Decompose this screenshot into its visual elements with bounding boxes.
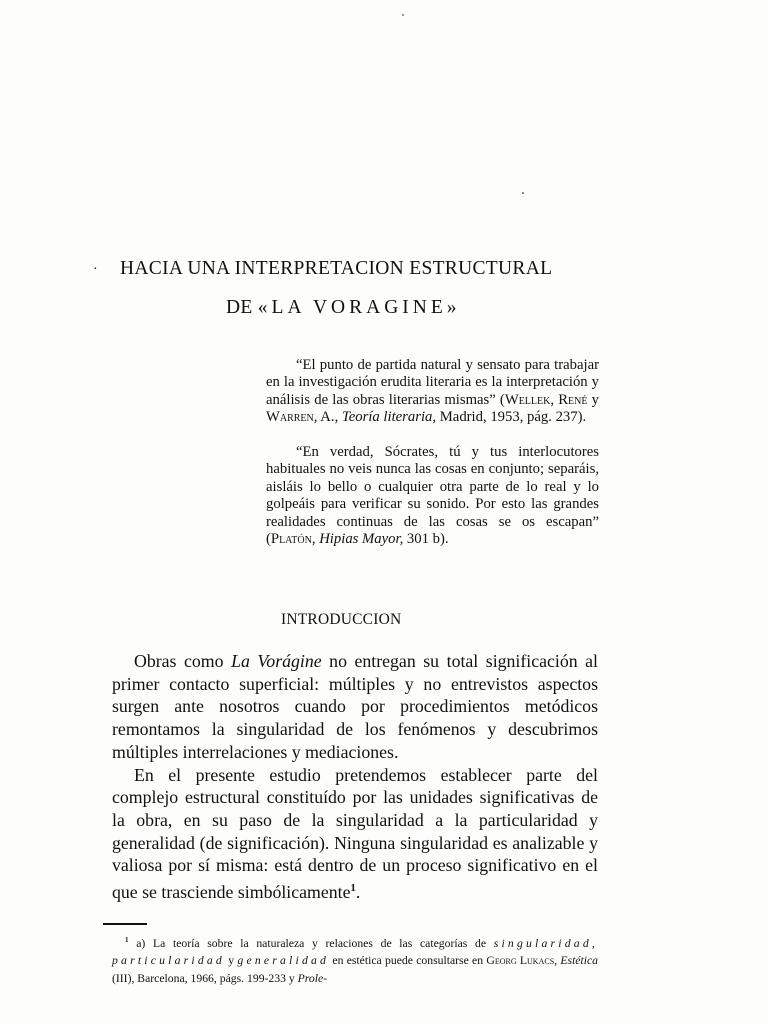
paragraph: En el presente estudio pretendemos establecer parte del complejo estructural constituído por las unidades significativas de la obra, en su paso de la singularidad a la particularidad y generalidad (de significación). Ninguna singularidad es analizable y valiosa por sí misma: está dentro de un proceso significativo en el que se trasciende simbólicamente$^1$.	[112, 764, 598, 902]
body-text	[112, 650, 598, 904]
footnote-mark: 1	[125, 936, 129, 944]
title-text: HACIA UNA INTERPRETACION ESTRUCTURAL	[120, 258, 553, 279]
margin-dot: ·	[93, 262, 98, 277]
paragraph: Obras como La Vorágine no entregan su total significación al primer contacto superficial: múltiples y no entrevistos aspectos surgen ante nosotros cuando por procedimientos metódicos remontamos la singularidad de los fenómenos y descubrimos múltiples interrelaciones y mediaciones.	[112, 651, 598, 762]
title-work-name: «LA VORAGINE»	[257, 297, 461, 318]
scan-speck	[402, 14, 404, 16]
footnote-reference[interactable]: 1	[350, 882, 356, 895]
epigraph-platon: “En verdad, Sócrates, tú y tus interlocutores habituales no veis nunca las cosas en conjunto; separáis, aisláis lo bello o cualquier otra parte de lo real y lo golpeáis para verificar su sonido. Por esto las grandes realidades continuas de las cosas se os escapan” (Platón, Hipias Mayor, 301 b).	[266, 444, 599, 548]
scan-speck	[522, 192, 524, 194]
footnote-divider	[103, 923, 147, 925]
epigraph-wellek: “El punto de partida natural y sensato para trabajar en la investigación erudita literaria es la interpretación y análisis de las obras literarias mismas” (Wellek, René y Warren, A., Teoría literaria, Madrid, 1953, pág. 237).	[266, 357, 599, 426]
footnote: $^1$ a) La teoría sobre la naturaleza y relaciones de las categorías de singularidad, particularidad y generalidad en estética puede consultarse en Georg Lukacs, Estética (III), Barcelona, 1966, págs. 199-233 y Prole-	[112, 936, 599, 985]
title-prefix: DE	[226, 297, 258, 318]
section-heading-text: INTRODUCCION	[281, 611, 402, 628]
